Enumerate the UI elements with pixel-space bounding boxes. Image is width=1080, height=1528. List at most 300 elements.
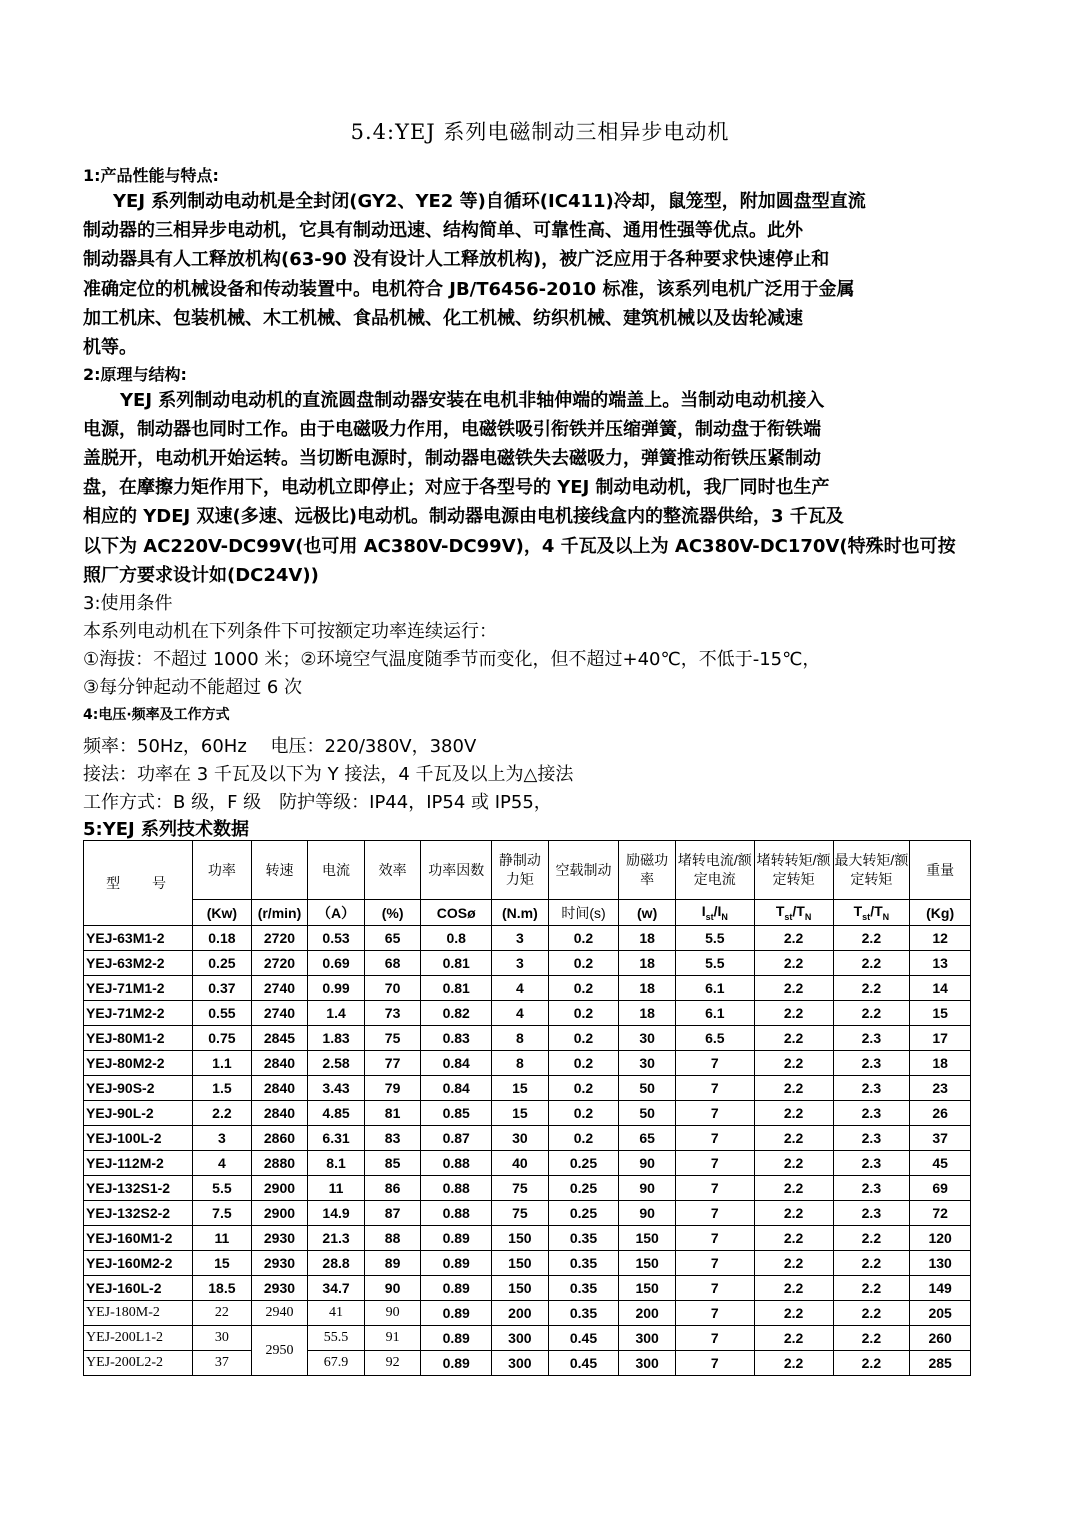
table-cell: 2.2	[754, 1351, 833, 1376]
section-2-line: 照厂方要求设计如(DC24V))	[83, 565, 319, 586]
table-cell: 18	[619, 926, 676, 951]
table-cell: 0.2	[548, 1001, 619, 1026]
table-cell: 11	[193, 1226, 252, 1251]
table-cell: 2.2	[754, 1251, 833, 1276]
table-cell: 18.5	[193, 1276, 252, 1301]
unit-static-torque: (N.m)	[492, 900, 549, 926]
table-cell: 2.2	[754, 1151, 833, 1176]
cell-model: YEJ-160M1-2	[84, 1226, 193, 1251]
table-cell: 75	[364, 1026, 421, 1051]
table-cell: 4	[193, 1151, 252, 1176]
table-cell: 14	[910, 976, 971, 1001]
table-row	[84, 1351, 971, 1376]
table-cell: 50	[619, 1076, 676, 1101]
table-cell: 200	[619, 1301, 676, 1326]
cell-model: YEJ-132S2-2	[84, 1201, 193, 1226]
table-cell: 7	[675, 1126, 754, 1151]
unit-locked-current	[675, 900, 754, 926]
table-cell: 0.84	[421, 1076, 492, 1101]
cell-model: YEJ-90L-2	[84, 1101, 193, 1126]
table-cell: 0.69	[308, 951, 365, 976]
table-row	[84, 1076, 971, 1101]
table-cell: 300	[619, 1351, 676, 1376]
table-unit-row	[84, 900, 971, 926]
table-cell: 2720	[251, 926, 308, 951]
table-row	[84, 1101, 971, 1126]
table-cell: 2950	[251, 1326, 308, 1376]
header-weight: 重量	[910, 841, 971, 900]
table-cell: 205	[910, 1301, 971, 1326]
table-cell: 7	[675, 1151, 754, 1176]
table-cell: 3.43	[308, 1076, 365, 1101]
table-cell: 0.88	[421, 1201, 492, 1226]
table-row	[84, 976, 971, 1001]
table-cell: 150	[492, 1226, 549, 1251]
table-cell: 0.89	[421, 1301, 492, 1326]
table-cell: 15	[492, 1101, 549, 1126]
table-cell: 0.89	[421, 1251, 492, 1276]
section-1-line: 机等。	[83, 337, 137, 358]
unit-sub: st	[705, 911, 714, 922]
table-cell: 0.89	[421, 1351, 492, 1376]
table-cell: 5.5	[675, 926, 754, 951]
cell-model: YEJ-112M-2	[84, 1151, 193, 1176]
section-3-line: 本系列电动机在下列条件下可按额定功率连续运行：	[83, 621, 497, 642]
table-cell: 1.5	[193, 1076, 252, 1101]
table-cell: 87	[364, 1201, 421, 1226]
table-cell: 6.5	[675, 1026, 754, 1051]
table-cell: 69	[910, 1176, 971, 1201]
unit-sub: st	[862, 911, 871, 922]
table-cell: 0.99	[308, 976, 365, 1001]
unit-text: T	[853, 903, 863, 920]
table-cell: 7	[675, 1351, 754, 1376]
table-cell: 2.2	[754, 1201, 833, 1226]
table-cell: 18	[619, 976, 676, 1001]
table-cell: 86	[364, 1176, 421, 1201]
table-cell: 15	[193, 1251, 252, 1276]
table-cell: 40	[492, 1151, 549, 1176]
table-cell: 0.35	[548, 1251, 619, 1276]
table-cell: 2.2	[754, 1301, 833, 1326]
table-row	[84, 1201, 971, 1226]
table-cell: 2.58	[308, 1051, 365, 1076]
header-power: 功率	[193, 841, 252, 900]
table-cell: 8	[492, 1026, 549, 1051]
table-cell: 22	[193, 1301, 252, 1326]
table-cell: 7.5	[193, 1201, 252, 1226]
cell-model: YEJ-132S1-2	[84, 1176, 193, 1201]
table-cell: 2900	[251, 1201, 308, 1226]
table-cell: 90	[619, 1201, 676, 1226]
table-row	[84, 1126, 971, 1151]
table-cell: 1.4	[308, 1001, 365, 1026]
cell-model: YEJ-80M1-2	[84, 1026, 193, 1051]
table-cell: 0.37	[193, 976, 252, 1001]
table-cell: 2840	[251, 1051, 308, 1076]
cell-model: YEJ-80M2-2	[84, 1051, 193, 1076]
header-noload-brake: 空载制动	[548, 841, 619, 900]
table-cell: 17	[910, 1026, 971, 1051]
unit-current: （A）	[308, 900, 365, 926]
table-cell: 79	[364, 1076, 421, 1101]
table-cell: 7	[675, 1076, 754, 1101]
table-cell: 1.83	[308, 1026, 365, 1051]
table-cell: 0.8	[421, 926, 492, 951]
table-cell: 0.89	[421, 1276, 492, 1301]
table-cell: 2.3	[833, 1051, 910, 1076]
table-cell: 41	[308, 1301, 365, 1326]
table-cell: 77	[364, 1051, 421, 1076]
table-cell: 30	[492, 1126, 549, 1151]
table-row	[84, 1276, 971, 1301]
table-cell: 90	[619, 1176, 676, 1201]
table-cell: 2880	[251, 1151, 308, 1176]
header-model: 型 号	[84, 841, 193, 926]
section-2-line: 电源，制动器也同时工作。由于电磁吸力作用，电磁铁吸引衔铁并压缩弹簧，制动盘于衔铁端	[83, 419, 821, 440]
section-2-line: 盖脱开，电动机开始运转。当切断电源时，制动器电磁铁失去磁吸力，弹簧推动衔铁压紧制动	[83, 448, 821, 469]
table-cell: 67.9	[308, 1351, 365, 1376]
table-cell: 7	[675, 1176, 754, 1201]
table-cell: 18	[619, 1001, 676, 1026]
header-excitation: 励磁功率	[619, 841, 676, 900]
section-3-line: ①海拔：不超过 1000 米；②环境空气温度随季节而变化，但不超过+40℃，不低于-15℃，	[83, 649, 821, 670]
table-cell: 0.25	[548, 1151, 619, 1176]
table-cell: 7	[675, 1101, 754, 1126]
table-cell: 7	[675, 1326, 754, 1351]
table-cell: 18	[619, 951, 676, 976]
table-cell: 83	[364, 1126, 421, 1151]
table-cell: 90	[364, 1276, 421, 1301]
cell-model: YEJ-200L1-2	[84, 1326, 193, 1351]
table-cell: 26	[910, 1101, 971, 1126]
table-cell: 2.3	[833, 1151, 910, 1176]
table-cell: 7	[675, 1226, 754, 1251]
table-cell: 2940	[251, 1301, 308, 1326]
section-4-heading: 4:电压·频率及工作方式	[83, 707, 230, 723]
table-cell: 0.18	[193, 926, 252, 951]
table-cell: 0.2	[548, 976, 619, 1001]
unit-power: (Kw)	[193, 900, 252, 926]
table-cell: 0.25	[193, 951, 252, 976]
cell-model: YEJ-71M1-2	[84, 976, 193, 1001]
table-row	[84, 1051, 971, 1076]
table-cell: 2.2	[754, 1176, 833, 1201]
table-cell: 72	[910, 1201, 971, 1226]
table-cell: 12	[910, 926, 971, 951]
table-row	[84, 1251, 971, 1276]
header-speed: 转速	[251, 841, 308, 900]
table-cell: 70	[364, 976, 421, 1001]
table-cell: 3	[492, 951, 549, 976]
unit-text: I	[701, 903, 706, 920]
section-2-line: 相应的 YDEJ 双速(多速、远极比)电动机。制动器电源由电机接线盒内的整流器供给，3 千瓦及	[83, 506, 844, 527]
table-cell: 7	[675, 1251, 754, 1276]
table-cell: 260	[910, 1326, 971, 1351]
table-cell: 1.1	[193, 1051, 252, 1076]
table-cell: 7	[675, 1301, 754, 1326]
table-cell: 91	[364, 1326, 421, 1351]
table-cell: 300	[492, 1326, 549, 1351]
table-cell: 2840	[251, 1076, 308, 1101]
table-cell: 0.89	[421, 1326, 492, 1351]
table-cell: 0.45	[548, 1326, 619, 1351]
table-cell: 89	[364, 1251, 421, 1276]
table-cell: 150	[492, 1276, 549, 1301]
table-cell: 2.2	[754, 1051, 833, 1076]
table-cell: 14.9	[308, 1201, 365, 1226]
table-cell: 2.2	[833, 951, 910, 976]
table-row	[84, 1151, 971, 1176]
table-cell: 85	[364, 1151, 421, 1176]
table-cell: 2840	[251, 1101, 308, 1126]
table-cell: 2.2	[754, 1001, 833, 1026]
table-cell: 2.3	[833, 1026, 910, 1051]
table-cell: 8.1	[308, 1151, 365, 1176]
unit-text: T	[775, 903, 785, 920]
table-cell: 8	[492, 1051, 549, 1076]
table-cell: 2900	[251, 1176, 308, 1201]
section-2-heading: 2:原理与结构:	[83, 365, 187, 384]
table-cell: 50	[619, 1101, 676, 1126]
table-cell: 2.2	[833, 976, 910, 1001]
table-cell: 2860	[251, 1126, 308, 1151]
header-static-torque: 静制动力矩	[492, 841, 549, 900]
table-cell: 130	[910, 1251, 971, 1276]
unit-efficiency: (%)	[364, 900, 421, 926]
unit-locked-torque	[754, 900, 833, 926]
table-cell: 2.2	[754, 1326, 833, 1351]
header-locked-torque: 堵转转矩/额定转矩	[754, 841, 833, 900]
unit-sub: st	[784, 911, 793, 922]
table-cell: 2.3	[833, 1176, 910, 1201]
table-cell: 7	[675, 1276, 754, 1301]
table-cell: 0.2	[548, 951, 619, 976]
cell-model: YEJ-180M-2	[84, 1301, 193, 1326]
cell-model: YEJ-100L-2	[84, 1126, 193, 1151]
header-locked-current: 堵转电流/额定电流	[675, 841, 754, 900]
section-2-line: 以下为 AC220V-DC99V(也可用 AC380V-DC99V)，4 千瓦及以上为 AC380V-DC170V(特殊时也可按	[83, 536, 956, 557]
table-cell: 92	[364, 1351, 421, 1376]
table-cell: 2740	[251, 976, 308, 1001]
section-3-heading: 3:使用条件	[83, 593, 173, 614]
table-cell: 37	[910, 1126, 971, 1151]
table-cell: 150	[619, 1251, 676, 1276]
table-cell: 0.83	[421, 1026, 492, 1051]
section-1-line: 制动器的三相异步电动机，它具有制动迅速、结构简单、可靠性高、通用性强等优点。此外	[83, 220, 803, 241]
table-cell: 300	[492, 1351, 549, 1376]
table-cell: 68	[364, 951, 421, 976]
table-cell: 150	[619, 1226, 676, 1251]
table-cell: 5.5	[193, 1176, 252, 1201]
cell-model: YEJ-200L2-2	[84, 1351, 193, 1376]
table-cell: 0.45	[548, 1351, 619, 1376]
table-cell: 0.2	[548, 1051, 619, 1076]
table-cell: 18	[910, 1051, 971, 1076]
table-cell: 2.2	[754, 951, 833, 976]
table-cell: 2.2	[754, 1101, 833, 1126]
table-cell: 0.55	[193, 1001, 252, 1026]
table-cell: 0.88	[421, 1176, 492, 1201]
table-row	[84, 1001, 971, 1026]
table-cell: 2.2	[754, 1226, 833, 1251]
table-cell: 5.5	[675, 951, 754, 976]
table-cell: 21.3	[308, 1226, 365, 1251]
table-cell: 0.25	[548, 1201, 619, 1226]
table-cell: 7	[675, 1201, 754, 1226]
table-cell: 0.89	[421, 1226, 492, 1251]
cell-model: YEJ-160L-2	[84, 1276, 193, 1301]
document-title: 5.4:YEJ 系列电磁制动三相异步电动机	[350, 120, 730, 144]
table-cell: 34.7	[308, 1276, 365, 1301]
table-cell: 0.85	[421, 1101, 492, 1126]
table-cell: 2930	[251, 1276, 308, 1301]
section-2-line: YEJ 系列制动电动机的直流圆盘制动器安装在电机非轴伸端的端盖上。当制动电动机接入	[120, 390, 825, 411]
table-row	[84, 1301, 971, 1326]
table-cell: 0.87	[421, 1126, 492, 1151]
section-4-line: 工作方式：B 级，F 级 防护等级：IP44，IP54 或 IP55，	[83, 792, 552, 813]
table-cell: 4.85	[308, 1101, 365, 1126]
cell-model: YEJ-71M2-2	[84, 1001, 193, 1026]
table-row	[84, 1326, 971, 1351]
table-cell: 2930	[251, 1251, 308, 1276]
table-cell: 0.35	[548, 1301, 619, 1326]
table-cell: 28.8	[308, 1251, 365, 1276]
unit-sub: N	[721, 911, 728, 922]
cell-model: YEJ-90S-2	[84, 1076, 193, 1101]
table-cell: 0.2	[548, 1101, 619, 1126]
table-cell: 2.3	[833, 1101, 910, 1126]
table-cell: 37	[193, 1351, 252, 1376]
table-cell: 65	[619, 1126, 676, 1151]
table-cell: 0.82	[421, 1001, 492, 1026]
table-cell: 30	[619, 1051, 676, 1076]
section-1-heading: 1:产品性能与特点:	[83, 166, 219, 185]
section-4-line: 频率：50Hz，60Hz 电压：220/380V，380V	[83, 736, 477, 757]
table-cell: 2845	[251, 1026, 308, 1051]
table-cell: 23	[910, 1076, 971, 1101]
table-cell: 90	[619, 1151, 676, 1176]
table-cell: 13	[910, 951, 971, 976]
table-cell: 2.2	[833, 1326, 910, 1351]
unit-noload-brake: 时间(s)	[548, 900, 619, 926]
cell-model: YEJ-160M2-2	[84, 1251, 193, 1276]
header-efficiency: 效率	[364, 841, 421, 900]
table-cell: 2.2	[193, 1101, 252, 1126]
table-row	[84, 951, 971, 976]
table-cell: 4	[492, 976, 549, 1001]
table-cell: 75	[492, 1176, 549, 1201]
table-cell: 2.2	[833, 1001, 910, 1026]
table-cell: 6.1	[675, 1001, 754, 1026]
table-cell: 6.31	[308, 1126, 365, 1151]
unit-sub: N	[882, 911, 890, 922]
table-row	[84, 926, 971, 951]
table-cell: 2.2	[833, 1301, 910, 1326]
table-cell: 2.2	[833, 1276, 910, 1301]
table-cell: 0.53	[308, 926, 365, 951]
table-cell: 2.2	[754, 1126, 833, 1151]
unit-max-torque	[833, 900, 910, 926]
table-row	[84, 1026, 971, 1051]
section-2-line: 盘，在摩擦力矩作用下，电动机立即停止；对应于各型号的 YEJ 制动电动机，我厂同时也生产	[83, 477, 830, 498]
unit-sub: N	[804, 911, 812, 922]
section-1-line: YEJ 系列制动电动机是全封闭(GY2、YE2 等)自循环(IC411)冷却，鼠笼型，附加圆盘型直流	[113, 191, 866, 212]
unit-text: /I	[713, 903, 722, 920]
table-cell: 7	[675, 1051, 754, 1076]
table-cell: 15	[910, 1001, 971, 1026]
spec-table	[83, 840, 971, 1376]
header-max-torque: 最大转矩/额定转矩	[833, 841, 910, 900]
table-cell: 149	[910, 1276, 971, 1301]
table-cell: 150	[619, 1276, 676, 1301]
section-1-line: 制动器具有人工释放机构(63-90 没有设计人工释放机构)，被广泛应用于各种要求快速停止和	[83, 249, 830, 270]
table-cell: 75	[492, 1201, 549, 1226]
table-cell: 90	[364, 1301, 421, 1326]
table-cell: 2.2	[754, 1276, 833, 1301]
table-cell: 2720	[251, 951, 308, 976]
table-cell: 6.1	[675, 976, 754, 1001]
cell-model: YEJ-63M1-2	[84, 926, 193, 951]
unit-speed: (r/min)	[251, 900, 308, 926]
table-cell: 81	[364, 1101, 421, 1126]
table-cell: 2.2	[754, 926, 833, 951]
table-cell: 2.3	[833, 1126, 910, 1151]
table-cell: 0.88	[421, 1151, 492, 1176]
header-current: 电流	[308, 841, 365, 900]
table-row	[84, 1226, 971, 1251]
table-cell: 45	[910, 1151, 971, 1176]
table-cell: 200	[492, 1301, 549, 1326]
table-cell: 285	[910, 1351, 971, 1376]
section-3-line: ③每分钟起动不能超过 6 次	[83, 677, 303, 698]
table-cell: 55.5	[308, 1326, 365, 1351]
section-1-line: 加工机床、包装机械、木工机械、食品机械、化工机械、纺织机械、建筑机械以及齿轮减速	[83, 308, 803, 329]
table-cell: 30	[619, 1026, 676, 1051]
table-cell: 2.2	[833, 926, 910, 951]
table-cell: 120	[910, 1226, 971, 1251]
unit-weight: (Kg)	[910, 900, 971, 926]
table-cell: 3	[492, 926, 549, 951]
section-1-line: 准确定位的机械设备和传动装置中。电机符合 JB/T6456-2010 标准，该系列电机广泛用于金属	[83, 279, 855, 300]
section-4-line: 接法：功率在 3 千瓦及以下为 Y 接法，4 千瓦及以上为△接法	[83, 764, 574, 785]
table-cell: 2.2	[833, 1251, 910, 1276]
table-cell: 0.75	[193, 1026, 252, 1051]
cell-model: YEJ-63M2-2	[84, 951, 193, 976]
table-cell: 73	[364, 1001, 421, 1026]
table-cell: 0.2	[548, 926, 619, 951]
table-cell: 0.35	[548, 1226, 619, 1251]
table-cell: 2.2	[833, 1226, 910, 1251]
unit-text: /T	[870, 903, 883, 920]
table-cell: 0.2	[548, 1076, 619, 1101]
table-cell: 0.2	[548, 1126, 619, 1151]
table-cell: 0.84	[421, 1051, 492, 1076]
section-5-heading: 5:YEJ 系列技术数据	[83, 819, 250, 840]
table-cell: 150	[492, 1251, 549, 1276]
table-cell: 2.2	[754, 976, 833, 1001]
table-cell: 2740	[251, 1001, 308, 1026]
table-cell: 4	[492, 1001, 549, 1026]
table-cell: 0.81	[421, 951, 492, 976]
table-cell: 30	[193, 1326, 252, 1351]
table-cell: 2930	[251, 1226, 308, 1251]
table-cell: 2.3	[833, 1076, 910, 1101]
table-cell: 15	[492, 1076, 549, 1101]
table-cell: 65	[364, 926, 421, 951]
table-cell: 2.2	[754, 1026, 833, 1051]
unit-excitation: (w)	[619, 900, 676, 926]
